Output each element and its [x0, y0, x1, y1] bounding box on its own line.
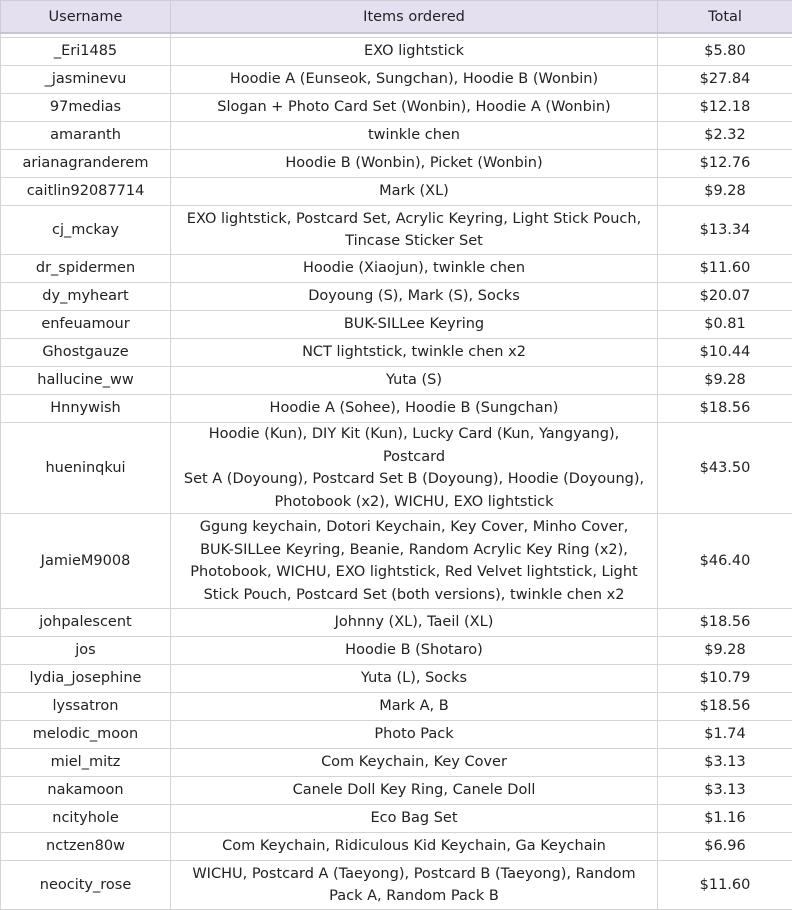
- table-row: [1, 833, 792, 861]
- total-cell: $43.50: [658, 423, 792, 514]
- table-row: [1, 777, 792, 805]
- username-column-header: Username: [1, 1, 171, 34]
- items-cell: Com Keychain, Ridiculous Kid Keychain, Ga Keychain: [171, 833, 658, 861]
- total-cell: $18.56: [658, 693, 792, 721]
- username-cell: nakamoon: [1, 777, 171, 805]
- items-cell: WICHU, Postcard A (Taeyong), Postcard B (Taeyong), Random Pack A, Random Pack B: [171, 861, 658, 910]
- username-cell: 97medias: [1, 94, 171, 122]
- total-cell: $9.28: [658, 637, 792, 665]
- total-cell: $20.07: [658, 283, 792, 311]
- items-column-header: Items ordered: [171, 1, 658, 34]
- username-cell: cj_mckay: [1, 206, 171, 255]
- table-row: [1, 423, 792, 514]
- username-cell: JamieM9008: [1, 514, 171, 609]
- username-cell: miel_mitz: [1, 749, 171, 777]
- total-cell: $3.13: [658, 749, 792, 777]
- table-row: [1, 693, 792, 721]
- username-cell: dy_myheart: [1, 283, 171, 311]
- table-row: [1, 122, 792, 150]
- table-row: [1, 637, 792, 665]
- total-cell: $10.79: [658, 665, 792, 693]
- table-row: [1, 38, 792, 66]
- items-cell: Hoodie B (Wonbin), Picket (Wonbin): [171, 150, 658, 178]
- table-row: [1, 721, 792, 749]
- total-cell: $12.76: [658, 150, 792, 178]
- table-row: [1, 665, 792, 693]
- total-cell: $27.84: [658, 66, 792, 94]
- total-cell: $10.44: [658, 339, 792, 367]
- items-cell: Eco Bag Set: [171, 805, 658, 833]
- items-cell: BUK-SILLee Keyring: [171, 311, 658, 339]
- total-cell: $9.28: [658, 178, 792, 206]
- username-cell: ncityhole: [1, 805, 171, 833]
- table-row: [1, 66, 792, 94]
- username-cell: _jasminevu: [1, 66, 171, 94]
- total-cell: $9.28: [658, 367, 792, 395]
- username-cell: Ghostgauze: [1, 339, 171, 367]
- username-cell: lydia_josephine: [1, 665, 171, 693]
- table-row: [1, 311, 792, 339]
- items-cell: Hoodie (Xiaojun), twinkle chen: [171, 255, 658, 283]
- items-cell: Yuta (S): [171, 367, 658, 395]
- table-row: [1, 255, 792, 283]
- items-cell: EXO lightstick, Postcard Set, Acrylic Keyring, Light Stick Pouch, Tincase Sticker Set: [171, 206, 658, 255]
- items-cell: EXO lightstick: [171, 38, 658, 66]
- username-cell: johpalescent: [1, 609, 171, 637]
- total-cell: $6.96: [658, 833, 792, 861]
- username-cell: lyssatron: [1, 693, 171, 721]
- username-cell: jos: [1, 637, 171, 665]
- table-row: [1, 283, 792, 311]
- total-cell: $1.16: [658, 805, 792, 833]
- table-row: [1, 805, 792, 833]
- items-cell: Mark A, B: [171, 693, 658, 721]
- items-cell: Canele Doll Key Ring, Canele Doll: [171, 777, 658, 805]
- total-cell: $13.34: [658, 206, 792, 255]
- table-row: [1, 206, 792, 255]
- total-cell: $5.80: [658, 38, 792, 66]
- items-cell: Hoodie B (Shotaro): [171, 637, 658, 665]
- username-cell: amaranth: [1, 122, 171, 150]
- items-cell: Com Keychain, Key Cover: [171, 749, 658, 777]
- table-row: [1, 150, 792, 178]
- total-cell: $0.81: [658, 311, 792, 339]
- username-cell: dr_spidermen: [1, 255, 171, 283]
- table-row: [1, 367, 792, 395]
- items-cell: Hoodie (Kun), DIY Kit (Kun), Lucky Card (Kun, Yangyang), Postcard Set A (Doyoung), Postcard Set B (Doyoung), Hoodie (Doyoung), Photobook (x2), WICHU, EXO lightstick: [171, 423, 658, 514]
- username-cell: hallucine_ww: [1, 367, 171, 395]
- items-cell: Yuta (L), Socks: [171, 665, 658, 693]
- table-row: [1, 339, 792, 367]
- total-cell: $11.60: [658, 861, 792, 910]
- username-cell: enfeuamour: [1, 311, 171, 339]
- username-cell: melodic_moon: [1, 721, 171, 749]
- items-cell: Doyoung (S), Mark (S), Socks: [171, 283, 658, 311]
- table-row: [1, 178, 792, 206]
- username-cell: neocity_rose: [1, 861, 171, 910]
- total-cell: $46.40: [658, 514, 792, 609]
- items-cell: Johnny (XL), Taeil (XL): [171, 609, 658, 637]
- table-row: [1, 861, 792, 910]
- items-cell: NCT lightstick, twinkle chen x2: [171, 339, 658, 367]
- items-cell: Mark (XL): [171, 178, 658, 206]
- total-cell: $2.32: [658, 122, 792, 150]
- table-row: [1, 94, 792, 122]
- table-row: [1, 609, 792, 637]
- items-cell: Slogan + Photo Card Set (Wonbin), Hoodie A (Wonbin): [171, 94, 658, 122]
- items-cell: Ggung keychain, Dotori Keychain, Key Cover, Minho Cover, BUK-SILLee Keyring, Beanie, Random Acrylic Key Ring (x2), Photobook, WICHU, EXO lightstick, Red Velvet lightstick, Light Stick Pouch, Postcard Set (both versions), twinkle chen x2: [171, 514, 658, 609]
- table-row: [1, 395, 792, 423]
- total-cell: $11.60: [658, 255, 792, 283]
- items-cell: twinkle chen: [171, 122, 658, 150]
- table-row: [1, 514, 792, 609]
- items-cell: Hoodie A (Eunseok, Sungchan), Hoodie B (Wonbin): [171, 66, 658, 94]
- total-column-header: Total: [658, 1, 792, 34]
- total-cell: $18.56: [658, 395, 792, 423]
- total-cell: $18.56: [658, 609, 792, 637]
- username-cell: hueninqkui: [1, 423, 171, 514]
- total-cell: $3.13: [658, 777, 792, 805]
- table-row: [1, 749, 792, 777]
- items-cell: Photo Pack: [171, 721, 658, 749]
- username-cell: arianagranderem: [1, 150, 171, 178]
- username-cell: caitlin92087714: [1, 178, 171, 206]
- items-cell: Hoodie A (Sohee), Hoodie B (Sungchan): [171, 395, 658, 423]
- username-cell: nctzen80w: [1, 833, 171, 861]
- username-cell: Hnnywish: [1, 395, 171, 423]
- total-cell: $12.18: [658, 94, 792, 122]
- total-cell: $1.74: [658, 721, 792, 749]
- username-cell: _Eri1485: [1, 38, 171, 66]
- header-row: [1, 1, 792, 34]
